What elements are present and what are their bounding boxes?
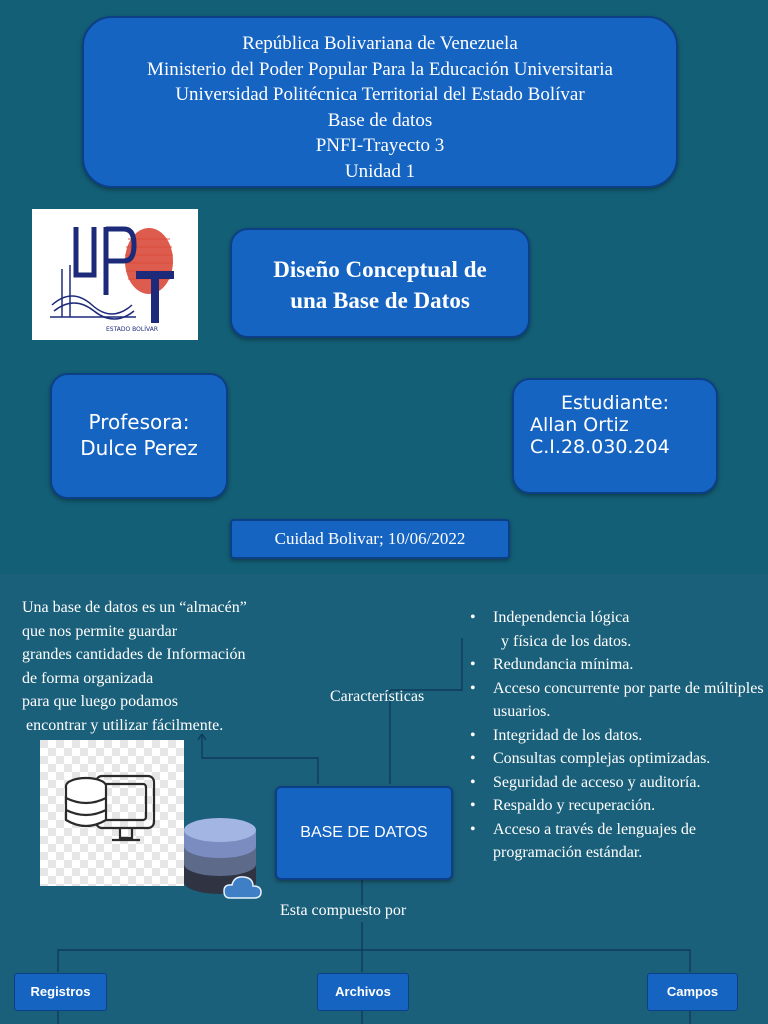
- list-item: • Seguridad de acceso y auditoría.: [466, 771, 766, 795]
- place-date: Cuidad Bolivar; 10/06/2022: [274, 529, 466, 548]
- student-name: Allan Ortiz: [530, 414, 629, 436]
- student-id: C.I.28.030.204: [530, 436, 670, 458]
- component-archivos: [317, 973, 409, 1011]
- component-label: Campos: [666, 984, 719, 999]
- component-label: Registros: [30, 984, 91, 999]
- list-item: • Respaldo y recuperación.: [466, 794, 766, 818]
- component-label: Archivos: [335, 984, 391, 999]
- characteristics-label: Características: [330, 688, 425, 705]
- composed-label: Esta compuesto por: [280, 902, 407, 919]
- header-line: Base de datos: [327, 109, 433, 131]
- database-definition: Una base de datos es un “almacén” que nos permite guardar grandes cantidades de Información de forma organizada para que luego podamos encontrar y utilizar fácilmente.: [22, 599, 247, 734]
- professor-box: [50, 373, 228, 499]
- title-line: una Base de Datos: [290, 288, 470, 313]
- header-line: Ministerio del Poder Popular Para la Educación Universitaria: [147, 58, 613, 80]
- list-item: • Acceso a través de lenguajes de programación estándar.: [466, 818, 766, 865]
- title-box: [230, 228, 530, 338]
- header-line: República Bolivariana de Venezuela: [242, 33, 518, 54]
- header-line: Universidad Politécnica Territorial del Estado Bolívar: [175, 84, 585, 105]
- list-item: • Consultas complejas optimizadas.: [466, 747, 766, 771]
- list-item: • Integridad de los datos.: [466, 724, 766, 748]
- database-cloud-icon: [180, 812, 266, 904]
- professor-label: Profesora:: [88, 410, 190, 434]
- list-item: • Independencia lógica y física de los datos.: [466, 606, 766, 653]
- header-line: Unidad 1: [344, 160, 416, 182]
- characteristics-list: [466, 606, 766, 865]
- student-box: [512, 378, 718, 494]
- database-monitor-image: [40, 740, 184, 886]
- logo-caption: ESTADO BOLÍVAR: [106, 326, 158, 333]
- title-line: Diseño Conceptual de: [273, 257, 487, 282]
- student-label: Estudiante:: [561, 392, 669, 414]
- list-item: • Acceso concurrente por parte de múltiples usuarios.: [466, 677, 766, 724]
- component-campos: [647, 973, 738, 1011]
- upt-logo: [32, 209, 198, 340]
- component-registros: [14, 973, 107, 1011]
- place-date-box: [230, 519, 510, 559]
- list-item: • Redundancia mínima.: [466, 653, 766, 677]
- header-line: PNFI-Trayecto 3: [315, 135, 445, 156]
- professor-name: Dulce Perez: [80, 436, 198, 460]
- central-concept: BASE DE DATOS: [300, 824, 428, 841]
- institution-header: [82, 16, 678, 188]
- central-concept-box: [275, 786, 453, 880]
